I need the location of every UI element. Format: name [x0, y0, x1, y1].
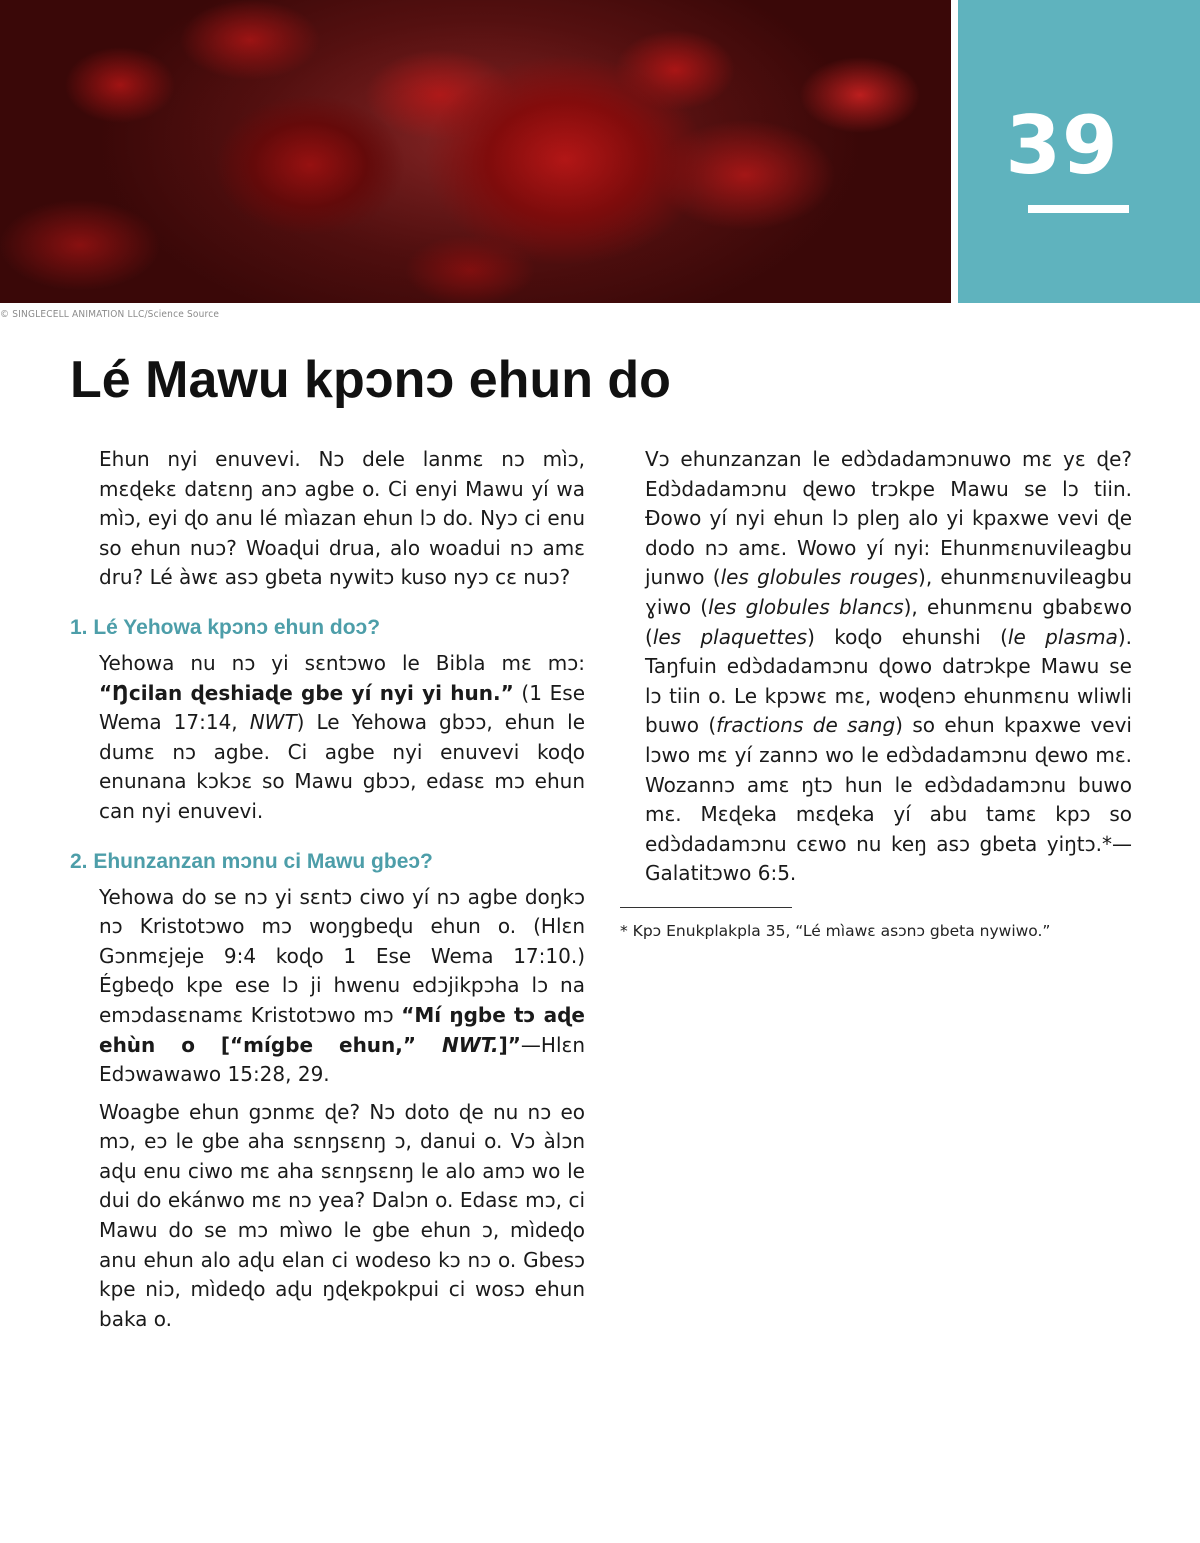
- right-column: [620, 445, 1132, 942]
- hero-overlay: [0, 0, 951, 303]
- question-1-heading: 1. Lé Yehowa kpɔnɔ ehun doɔ?: [70, 615, 381, 639]
- footnote: * Kpɔ Enukplakpla 35, “Lé mìawɛ asɔnɔ gbeta nywiwo.”: [620, 921, 1051, 940]
- chapter-rule: [1028, 205, 1129, 213]
- intro-paragraph: Ehun nyi enuvevi. Nɔ dele lanmɛ nɔ mìɔ, mɛɖekɛ datɛnŋ anɔ agbe o. Ci enyi Mawu yí wa mìɔ, eyi ɖo anu lé mìazan ehun lɔ do. Nyɔ ci enu so ehun nuɔ? Woaɖui drua, alo woadui nɔ amɛ dru? Lé àwɛ asɔ gbeta nywitɔ kuso nyɔ cɛ nuɔ?: [99, 447, 585, 590]
- page-title: Lé Mawu kpɔnɔ ehun do: [70, 351, 671, 409]
- question-2-heading: 2. Ehunzanzan mɔnu ci Mawu gbeɔ?: [70, 849, 433, 873]
- chapter-number: 39: [1005, 99, 1119, 192]
- quote-text-2: “Mí ŋgbe tɔ aɖe ehùn o [“mígbe ehun,” NWT.]”: [99, 1002, 585, 1057]
- question-2-paragraph-2: Woagbe ehun gɔnmɛ ɖe? Nɔ doto ɖe nu nɔ eo mɔ, eɔ le gbe aha sɛnŋsɛnŋ ɔ, danui o. Vɔ àlɔn aɖu enu ciwo mɛ aha sɛnŋsɛnŋ le alo amɔ wo le dui do ekánwo mɛ nɔ yea? Dalɔn o. Edasɛ mɔ, ci Mawu do se mɔ mìwo le gbe ehun ɔ, mìdeɖo anu ehun alo aɖu elan ci wodeso kɔ nɔ o. Gbesɔ kpe niɔ, mìdeɖo aɖu ŋɖekpokpui ci wosɔ ehun baka o.: [99, 1099, 585, 1331]
- left-column: [70, 445, 585, 1342]
- footnote-divider: [620, 907, 792, 908]
- hero-image: [0, 0, 951, 303]
- question-2-paragraph-3: Vɔ ehunzanzan le edɔ̀dadamɔnuwo mɛ yɛ ɖe? Edɔ̀dadamɔnu ɖewo trɔkpe Mawu se lɔ tiin. Đowo yí nyi ehun lɔ pleŋ alo yi kpaxwe vevi ɖe dodo nɔ amɛ. Wowo yí nyi: Ehunmɛnuvileagbu junwo (les globules rouges), ehunmɛnuvileagbu ɣiwo (les globules blancs), ehunmɛnu gbabɛwo (les plaquettes) koɖo ehunshi (le plasma). Taŋfuin edɔ̀dadamɔnu ɖowo datrɔkpe Mawu se lɔ tiin o. Le kpɔwɛ mɛ, woɖenɔ ehunmɛnu wliwli buwo (fractions de sang) so ehun kpaxwe vevi lɔwo mɛ yí zannɔ wo le edɔ̀dadamɔnu ɖewo mɛ. Wozannɔ amɛ ŋtɔ hun le edɔ̀dadamɔnu buwo mɛ. Mɛɖeka mɛɖeka yí abu tamɛ kpɔ so edɔ̀dadamɔnu cɛwo nu keŋ asɔ gbeta yiŋtɔ.*—Galatitɔwo 6:5.: [645, 447, 1133, 886]
- chapter-badge: [958, 0, 1200, 303]
- question-2-paragraph-1: Yehowa do se nɔ yi sɛntɔ ciwo yí nɔ agbe doŋkɔ nɔ Kristotɔwo mɔ woŋgbeɖu ehun o. (Hlɛn Gɔnmɛjeje 9:4 koɖo 1 Ese Wema 17:10.) Égbeɖo kpe ese lɔ ji hwenu edɔjikpɔha lɔ na emɔdasɛnamɛ Kristotɔwo mɔ “Mí ŋgbe tɔ aɖe ehùn o [“mígbe ehun,” NWT.]”—Hlɛn Edɔwawawo 15:28, 29.: [99, 884, 585, 1087]
- image-credit: © SINGLECELL ANIMATION LLC/Science Source: [0, 309, 220, 320]
- question-1-paragraph: Yehowa nu nɔ yi sɛntɔwo le Bibla mɛ mɔ: “Ŋcilan ɖeshiaɖe gbe yí nyi yi hun.” (1 Ese Wema 17:14, NWT) Le Yehowa gbɔɔ, ehun le dumɛ nɔ agbe. Ci agbe nyi enuvevi koɖo enunana kɔkɔɛ so Mawu gbɔɔ, edasɛ mɔ ehun can nyi enuvevi.: [99, 650, 585, 823]
- quote-text: “Ŋcilan ɖeshiaɖe gbe yí nyi yi hun.”: [99, 680, 514, 705]
